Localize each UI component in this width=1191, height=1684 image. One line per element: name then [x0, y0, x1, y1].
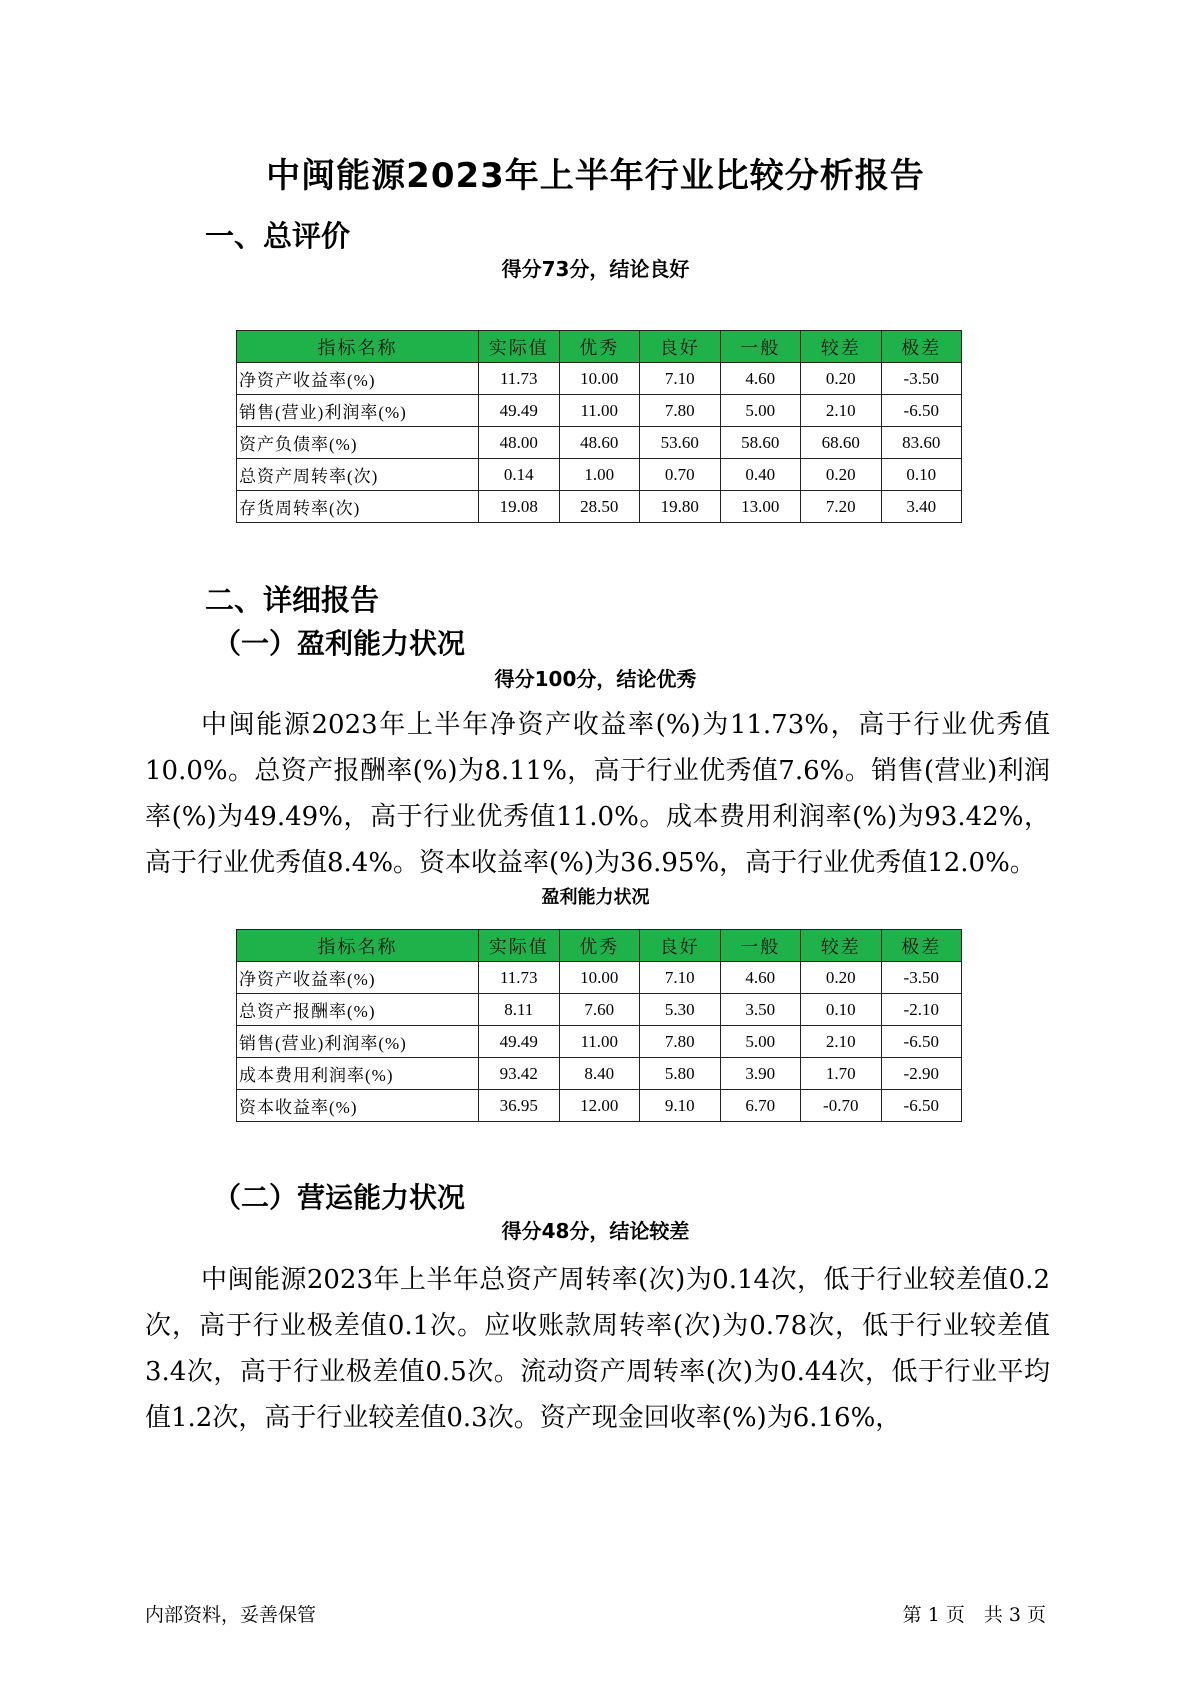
value-cell: -3.50 [881, 962, 962, 994]
table-row [237, 1058, 962, 1090]
profitability-paragraph: 中闽能源2023年上半年净资产收益率(%)为11.73%，高于行业优秀值10.0%。总资产报酬率(%)为8.11%，高于行业优秀值7.6%。销售(营业)利润率(%)为49.49%，高于行业优秀值11.0%。成本费用利润率(%)为93.42%，高于行业优秀值8.4%。资本收益率(%)为36.95%，高于行业优秀值12.0%。 [145, 710, 1050, 878]
section-heading-overall: 一、总评价 [205, 219, 351, 253]
value-cell: 12.00 [559, 1090, 640, 1122]
column-header: 一般 [720, 331, 801, 363]
column-header: 较差 [801, 331, 882, 363]
value-cell: 5.30 [640, 994, 721, 1026]
value-cell: 68.60 [801, 427, 882, 459]
value-cell: 19.08 [479, 491, 560, 523]
value-cell: 7.20 [801, 491, 882, 523]
column-header: 实际值 [479, 331, 560, 363]
value-cell: 10.00 [559, 962, 640, 994]
value-cell: -0.70 [801, 1090, 882, 1122]
value-cell: 28.50 [559, 491, 640, 523]
table-row [237, 395, 962, 427]
value-cell: 5.00 [720, 1026, 801, 1058]
indicator-name-cell: 成本费用利润率(%) [237, 1058, 479, 1090]
value-cell: 48.60 [559, 427, 640, 459]
page-number: 第 1 页 共 3 页 [902, 1604, 1046, 1626]
value-cell: 11.00 [559, 395, 640, 427]
value-cell: 0.10 [881, 459, 962, 491]
value-cell: 0.20 [801, 962, 882, 994]
value-cell: 0.14 [479, 459, 560, 491]
value-cell: 58.60 [720, 427, 801, 459]
indicator-name-cell: 资产负债率(%) [237, 427, 479, 459]
value-cell: -6.50 [881, 1090, 962, 1122]
value-cell: 7.60 [559, 994, 640, 1026]
profitability-table-caption: 盈利能力状况 [541, 887, 650, 908]
overall-indicator-table [236, 330, 962, 523]
value-cell: 7.10 [640, 363, 721, 395]
column-header: 极差 [881, 331, 962, 363]
indicator-name-cell: 销售(营业)利润率(%) [237, 395, 479, 427]
overall-score: 得分73分，结论良好 [501, 257, 690, 281]
page-title: 中闽能源2023年上半年行业比较分析报告 [266, 156, 925, 196]
value-cell: 5.00 [720, 395, 801, 427]
value-cell: 36.95 [479, 1090, 560, 1122]
table-row [237, 994, 962, 1026]
column-header: 较差 [801, 930, 882, 962]
value-cell: 2.10 [801, 395, 882, 427]
column-header: 优秀 [559, 930, 640, 962]
value-cell: 8.11 [479, 994, 560, 1026]
indicator-name-cell: 净资产收益率(%) [237, 962, 479, 994]
value-cell: 1.70 [801, 1058, 882, 1090]
table-row [237, 1090, 962, 1122]
subsection-heading-operations: （二）营运能力状况 [213, 1181, 466, 1214]
value-cell: 11.00 [559, 1026, 640, 1058]
value-cell: 3.40 [881, 491, 962, 523]
value-cell: 7.80 [640, 395, 721, 427]
value-cell: -6.50 [881, 395, 962, 427]
value-cell: 0.10 [801, 994, 882, 1026]
table-row [237, 962, 962, 994]
value-cell: 2.10 [801, 1026, 882, 1058]
value-cell: 0.70 [640, 459, 721, 491]
value-cell: 4.60 [720, 962, 801, 994]
value-cell: 4.60 [720, 363, 801, 395]
table-header-row [237, 930, 962, 962]
column-header: 指标名称 [237, 930, 479, 962]
column-header: 良好 [640, 331, 721, 363]
column-header: 一般 [720, 930, 801, 962]
column-header: 极差 [881, 930, 962, 962]
indicator-name-cell: 资本收益率(%) [237, 1090, 479, 1122]
value-cell: 0.40 [720, 459, 801, 491]
table-row [237, 363, 962, 395]
value-cell: 1.00 [559, 459, 640, 491]
value-cell: 8.40 [559, 1058, 640, 1090]
value-cell: -2.10 [881, 994, 962, 1026]
value-cell: 0.20 [801, 459, 882, 491]
indicator-name-cell: 净资产收益率(%) [237, 363, 479, 395]
value-cell: 83.60 [881, 427, 962, 459]
section-heading-detail: 二、详细报告 [205, 583, 380, 617]
value-cell: -2.90 [881, 1058, 962, 1090]
value-cell: 13.00 [720, 491, 801, 523]
value-cell: 0.20 [801, 363, 882, 395]
value-cell: 3.90 [720, 1058, 801, 1090]
value-cell: 3.50 [720, 994, 801, 1026]
profitability-indicator-table [236, 929, 962, 1122]
indicator-name-cell: 存货周转率(次) [237, 491, 479, 523]
value-cell: 11.73 [479, 962, 560, 994]
value-cell: 53.60 [640, 427, 721, 459]
value-cell: 6.70 [720, 1090, 801, 1122]
footer-note: 内部资料，妥善保管 [145, 1604, 317, 1626]
table-row [237, 1026, 962, 1058]
operations-paragraph: 中闽能源2023年上半年总资产周转率(次)为0.14次，低于行业较差值0.2次，高于行业极差值0.1次。应收账款周转率(次)为0.78次，低于行业较差值3.4次，高于行业极差值0.5次。流动资产周转率(次)为0.44次，低于行业平均值1.2次，高于行业较差值0.3次。资产现金回收率(%)为6.16%， [145, 1265, 1050, 1433]
table-row [237, 459, 962, 491]
column-header: 良好 [640, 930, 721, 962]
column-header: 优秀 [559, 331, 640, 363]
operations-score: 得分48分，结论较差 [501, 1219, 690, 1243]
value-cell: 19.80 [640, 491, 721, 523]
value-cell: -3.50 [881, 363, 962, 395]
value-cell: 5.80 [640, 1058, 721, 1090]
value-cell: 9.10 [640, 1090, 721, 1122]
value-cell: 10.00 [559, 363, 640, 395]
indicator-name-cell: 总资产周转率(次) [237, 459, 479, 491]
value-cell: -6.50 [881, 1026, 962, 1058]
column-header: 指标名称 [237, 331, 479, 363]
table-row [237, 491, 962, 523]
subsection-heading-profitability: （一）盈利能力状况 [213, 627, 466, 660]
value-cell: 7.10 [640, 962, 721, 994]
value-cell: 49.49 [479, 1026, 560, 1058]
value-cell: 48.00 [479, 427, 560, 459]
value-cell: 93.42 [479, 1058, 560, 1090]
profitability-score: 得分100分，结论优秀 [494, 667, 697, 691]
value-cell: 11.73 [479, 363, 560, 395]
indicator-name-cell: 总资产报酬率(%) [237, 994, 479, 1026]
indicator-name-cell: 销售(营业)利润率(%) [237, 1026, 479, 1058]
value-cell: 7.80 [640, 1026, 721, 1058]
value-cell: 49.49 [479, 395, 560, 427]
column-header: 实际值 [479, 930, 560, 962]
table-row [237, 427, 962, 459]
table-header-row [237, 331, 962, 363]
